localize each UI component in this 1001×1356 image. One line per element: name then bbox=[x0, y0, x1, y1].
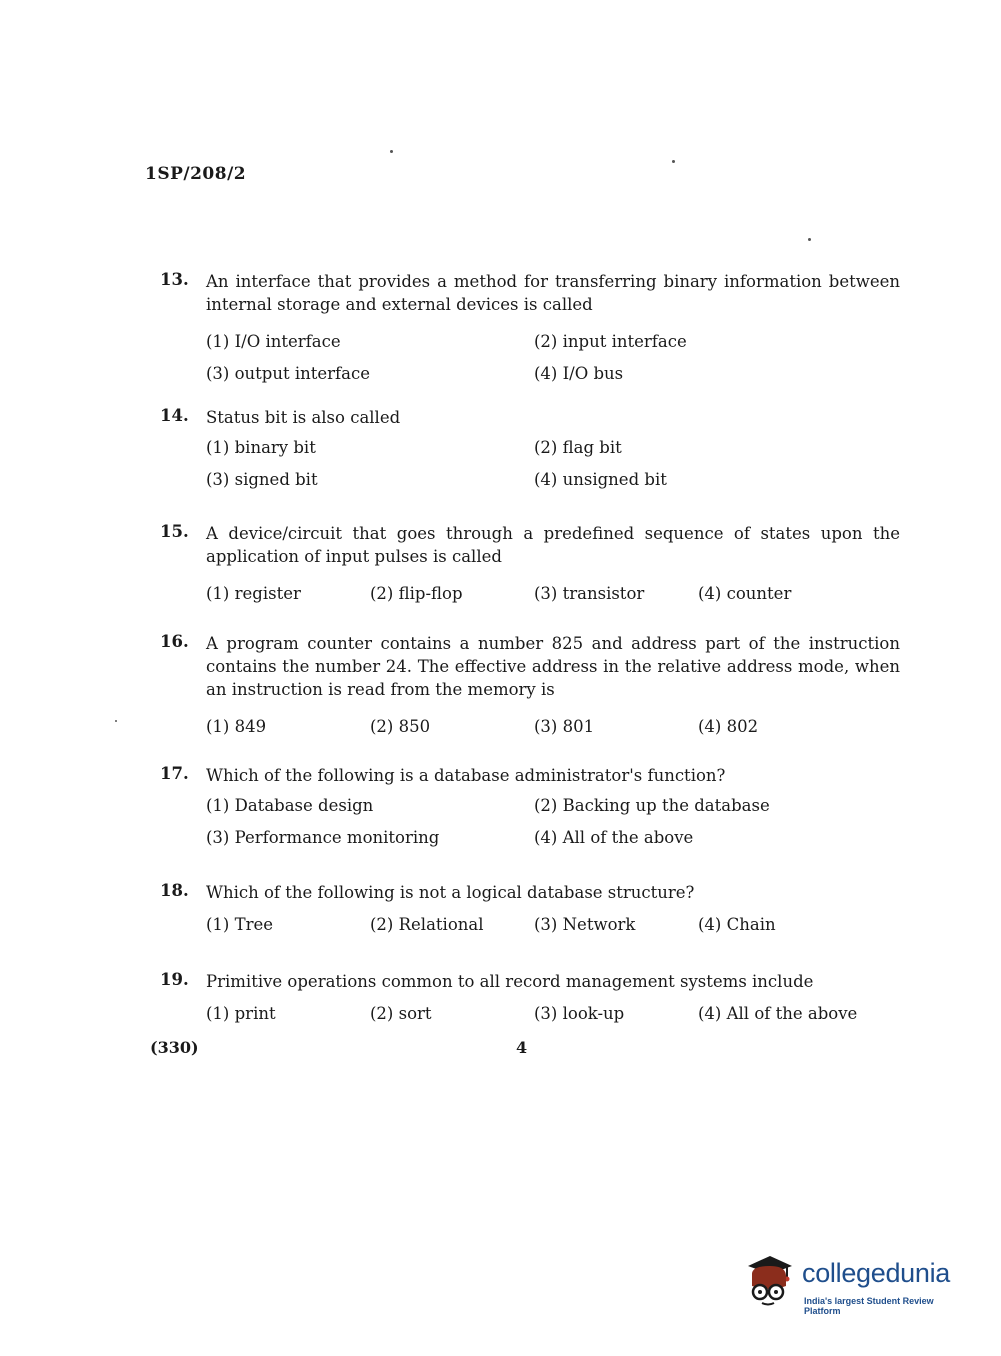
options bbox=[206, 710, 900, 742]
logo-name: collegedunia bbox=[802, 1258, 951, 1288]
options bbox=[206, 577, 900, 609]
option-2: (2) input interface bbox=[534, 331, 687, 351]
scan-speck bbox=[672, 160, 675, 163]
option-3: (3) signed bit bbox=[206, 469, 318, 489]
question-13 bbox=[160, 270, 900, 389]
option-3: (3) 801 bbox=[534, 716, 595, 736]
question-text: An interface that provides a method for transferring binary information between internal storage and external devices is called bbox=[206, 272, 900, 314]
question-number: 17. bbox=[160, 764, 189, 783]
question-text: A program counter contains a number 825 and address part of the instruction contains the number 24. The effective address in the relative address mode, when an instruction is read from the memory is bbox=[206, 634, 900, 699]
paper-code: 1SP/208/2 bbox=[145, 164, 247, 184]
option-2: (2) Relational bbox=[370, 914, 484, 934]
scan-speck bbox=[808, 238, 811, 241]
option-2: (2) flip-flop bbox=[370, 583, 463, 603]
question-number: 13. bbox=[160, 270, 189, 289]
option-3: (3) Performance monitoring bbox=[206, 827, 440, 847]
question-number: 16. bbox=[160, 632, 189, 651]
question-number: 15. bbox=[160, 522, 189, 541]
option-4: (4) 802 bbox=[698, 716, 759, 736]
option-4: (4) I/O bus bbox=[534, 363, 624, 383]
option-2: (2) Backing up the database bbox=[534, 795, 770, 815]
options bbox=[206, 431, 900, 495]
option-4: (4) All of the above bbox=[698, 1003, 858, 1023]
option-2: (2) flag bit bbox=[534, 437, 622, 457]
logo-tagline: India's largest Student Review Platform bbox=[804, 1296, 934, 1316]
option-1: (1) 849 bbox=[206, 716, 267, 736]
scan-speck bbox=[390, 150, 393, 153]
option-1: (1) print bbox=[206, 1003, 276, 1023]
option-1: (1) Database design bbox=[206, 795, 374, 815]
options bbox=[206, 789, 900, 853]
collegedunia-logo[interactable] bbox=[740, 1252, 970, 1322]
option-3: (3) transistor bbox=[534, 583, 645, 603]
question-17 bbox=[160, 764, 900, 853]
mascot-icon bbox=[740, 1252, 798, 1310]
option-1: (1) Tree bbox=[206, 914, 274, 934]
question-number: 14. bbox=[160, 406, 189, 425]
options bbox=[206, 908, 900, 940]
option-3: (3) Network bbox=[534, 914, 636, 934]
question-text: Primitive operations common to all record management systems include bbox=[206, 972, 814, 991]
option-1: (1) register bbox=[206, 583, 301, 603]
question-number: 19. bbox=[160, 970, 189, 989]
option-1: (1) binary bit bbox=[206, 437, 316, 457]
option-3: (3) look-up bbox=[534, 1003, 625, 1023]
option-4: (4) counter bbox=[698, 583, 792, 603]
question-19 bbox=[160, 970, 900, 1029]
options bbox=[206, 997, 900, 1029]
question-text: Status bit is also called bbox=[206, 408, 401, 427]
question-text: Which of the following is a database administrator's function? bbox=[206, 766, 726, 785]
scan-speck bbox=[115, 720, 117, 722]
page-number: 4 bbox=[516, 1038, 528, 1057]
option-2: (2) sort bbox=[370, 1003, 432, 1023]
option-1: (1) I/O interface bbox=[206, 331, 341, 351]
option-4: (4) Chain bbox=[698, 914, 776, 934]
option-3: (3) output interface bbox=[206, 363, 371, 383]
options bbox=[206, 325, 900, 389]
question-text: A device/circuit that goes through a predefined sequence of states upon the application of input pulses is called bbox=[206, 524, 900, 566]
question-14 bbox=[160, 406, 900, 495]
option-4: (4) unsigned bit bbox=[534, 469, 667, 489]
option-2: (2) 850 bbox=[370, 716, 431, 736]
question-number: 18. bbox=[160, 881, 189, 900]
option-4: (4) All of the above bbox=[534, 827, 694, 847]
question-text: Which of the following is not a logical database structure? bbox=[206, 883, 695, 902]
footer-code: (330) bbox=[150, 1038, 199, 1057]
question-15 bbox=[160, 522, 900, 609]
question-18 bbox=[160, 881, 900, 940]
question-16 bbox=[160, 632, 900, 742]
